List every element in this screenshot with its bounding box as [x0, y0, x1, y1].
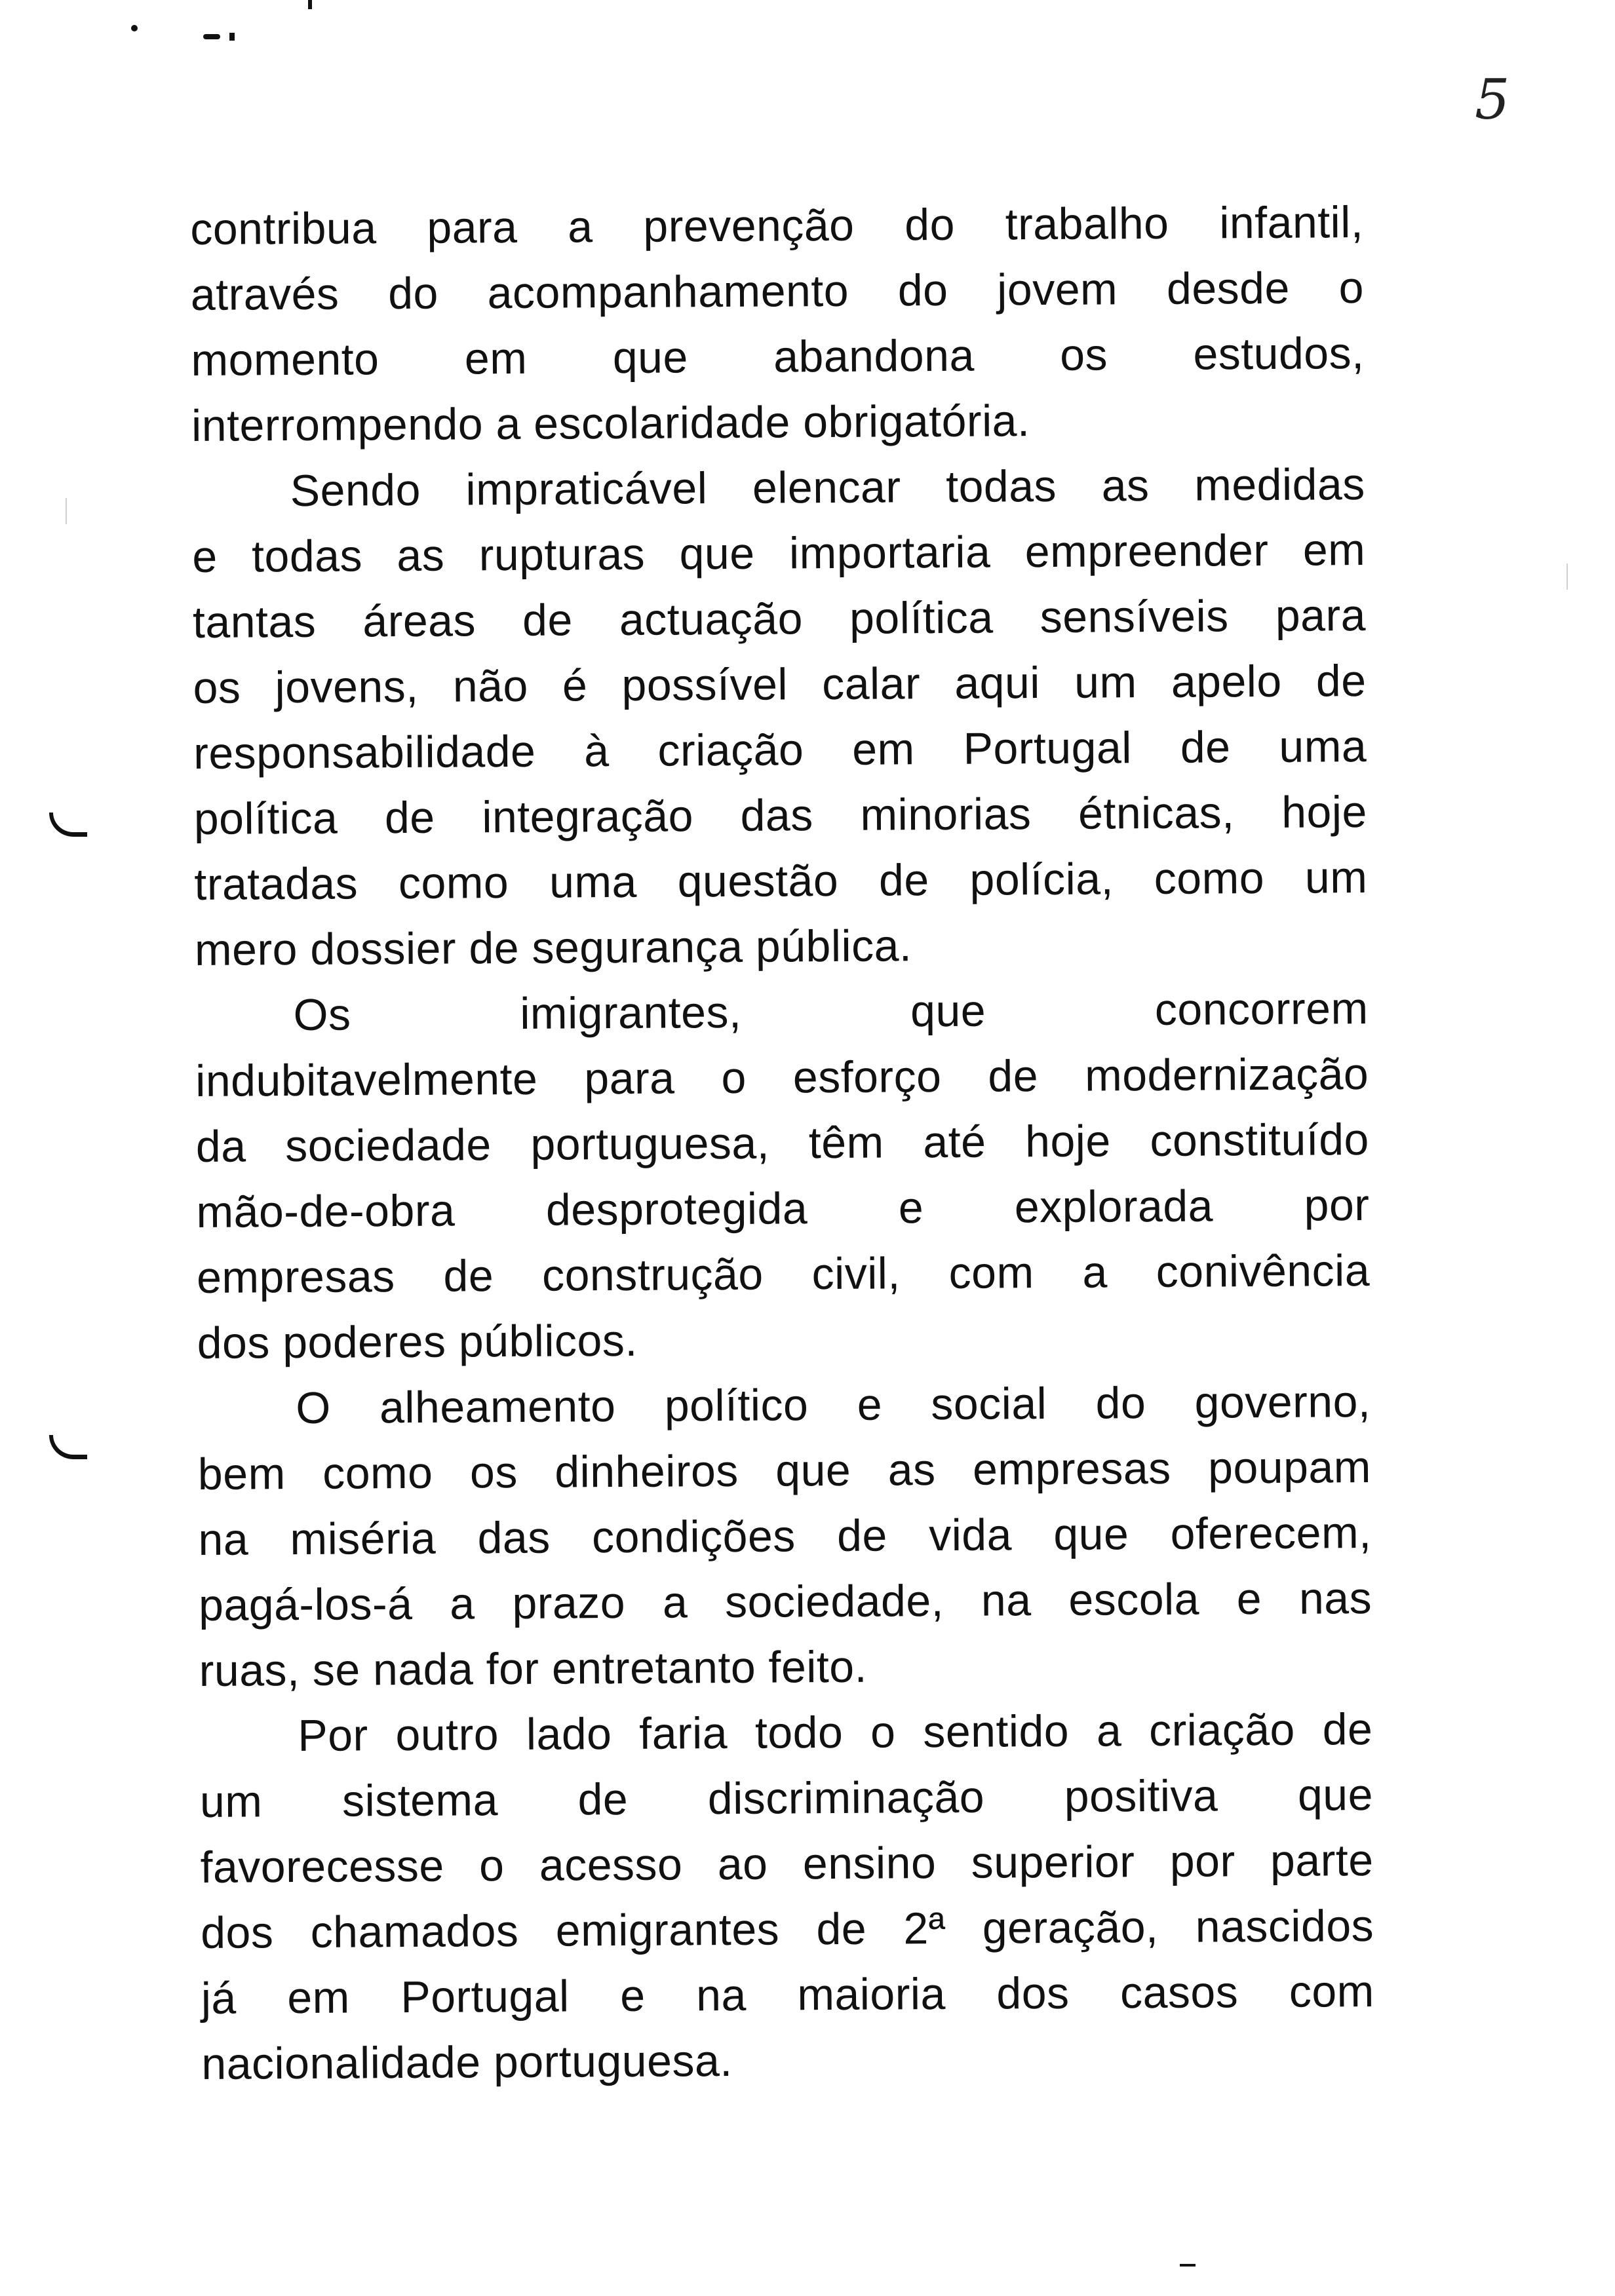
- page-number: 5: [1475, 67, 1510, 132]
- text-line: ruas, se nada for entretanto feito.: [199, 1641, 868, 1696]
- scan-speck: [66, 498, 67, 524]
- text-line: indubitavelmente para o esforço de modernização: [195, 1049, 1369, 1106]
- text-line: mão-de-obra desprotegida e explorada por: [196, 1180, 1370, 1237]
- text-line: política de integração das minorias étnicas, hoje: [193, 787, 1368, 844]
- scan-speck: [131, 25, 138, 31]
- text-line: dos chamados emigrantes de 2ª geração, nascidos: [200, 1901, 1374, 1958]
- text-line: responsabilidade à criação em Portugal de uma: [193, 721, 1367, 778]
- scan-speck: [1566, 564, 1568, 590]
- text-line: Sendo impraticável elencar todas as medidas: [290, 459, 1365, 516]
- text-line: da sociedade portuguesa, têm até hoje constituído: [195, 1115, 1370, 1172]
- scan-speck: [308, 0, 312, 9]
- text-line: bem como os dinheiros que as empresas poupam: [197, 1442, 1372, 1499]
- text-line: interrompendo a escolaridade obrigatória.: [191, 396, 1030, 451]
- text-line: já em Portugal e na maioria dos casos com: [201, 1966, 1374, 2023]
- text-line: dos poderes públicos.: [197, 1315, 638, 1368]
- text-line: contribua para a prevenção do trabalho infantil,: [190, 197, 1364, 254]
- text-line: O alheamento político e social do governo,: [296, 1377, 1371, 1434]
- scan-speck: [1180, 2264, 1196, 2267]
- text-line: um sistema de discriminação positiva que: [199, 1770, 1374, 1827]
- scan-speck: [203, 34, 220, 39]
- text-line: na miséria das condições de vida que oferecem,: [198, 1508, 1372, 1565]
- text-line: mero dossier de segurança pública.: [194, 921, 912, 975]
- text-line: e todas as rupturas que importaria empreender em: [192, 525, 1366, 582]
- text-line: favorecesse o acesso ao ensino superior por parte: [200, 1835, 1374, 1892]
- margin-check-mark: [49, 1435, 87, 1459]
- text-line: empresas de construção civil, com a conivência: [196, 1246, 1371, 1303]
- margin-check-mark: [49, 813, 87, 837]
- body-text: [190, 189, 1375, 2097]
- text-line: os jovens, não é possível calar aqui um apelo de: [193, 656, 1367, 713]
- text-line: tratadas como uma questão de polícia, como um: [194, 852, 1368, 909]
- text-line: nacionalidade portuguesa.: [201, 2035, 733, 2089]
- text-line: pagá-los-á a prazo a sociedade, na escola e nas: [198, 1573, 1372, 1630]
- text-line: Os imigrantes, que concorrem: [293, 984, 1369, 1041]
- text-line: momento em que abandona os estudos,: [191, 328, 1365, 385]
- text-line: Por outro lado faria todo o sentido a criação de: [298, 1704, 1373, 1761]
- scan-speck: [229, 33, 235, 41]
- text-line: através do acompanhamento do jovem desde o: [190, 263, 1365, 320]
- text-line: tantas áreas de actuação política sensíveis para: [192, 590, 1367, 647]
